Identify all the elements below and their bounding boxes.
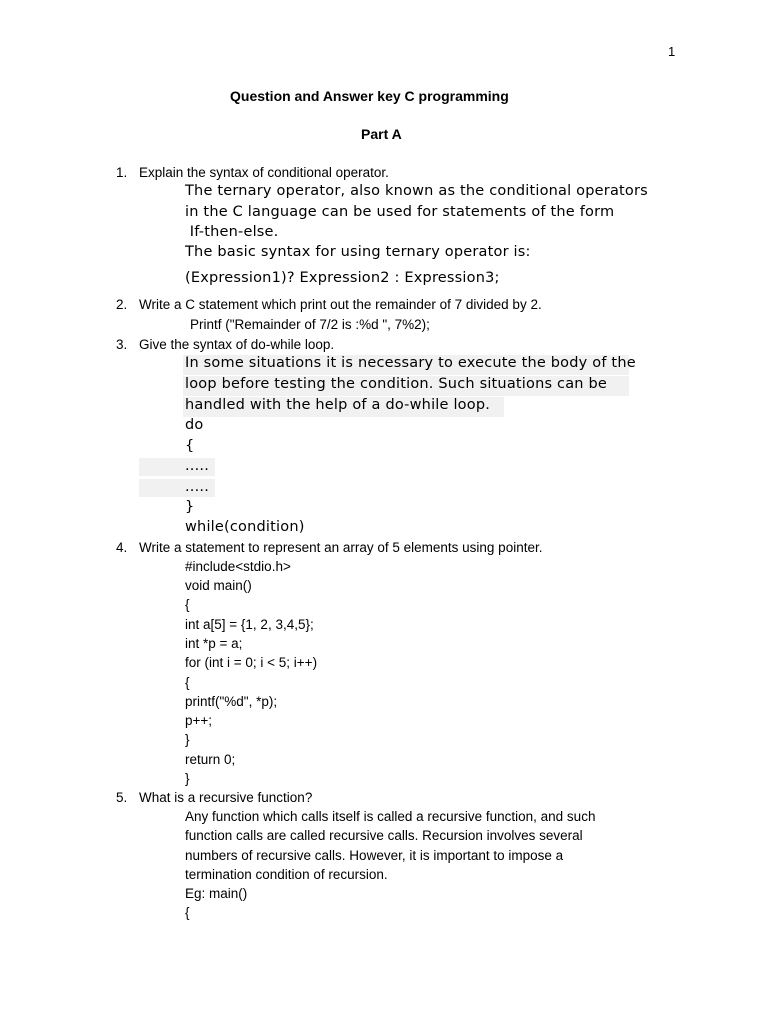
code-line: void main() <box>185 578 252 593</box>
answer-line: numbers of recursive calls. However, it is important to impose a <box>185 848 564 863</box>
document-title: Question and Answer key C programming <box>230 88 509 104</box>
answer-line: loop before testing the condition. Such situations can be <box>185 376 608 392</box>
code-line: p++; <box>185 713 213 728</box>
answer-line: (Expression1)? Expression2 : Expression3; <box>185 270 500 286</box>
answer-line: Any function which calls itself is called a recursive function, and such <box>185 809 596 824</box>
code-line: } <box>185 771 190 786</box>
code-line: { <box>185 905 190 920</box>
answer-line: handled with the help of a do-while loop. <box>185 397 491 413</box>
answer-line: If-then-else. <box>185 224 279 240</box>
code-line: #include<stdio.h> <box>185 559 291 574</box>
answer-line: In some situations it is necessary to execute the body of the <box>185 355 636 371</box>
part-heading: Part A <box>361 126 402 142</box>
answer-line: while(condition) <box>185 519 305 535</box>
code-line: int *p = a; <box>185 636 243 651</box>
code-line: printf("%d", *p); <box>185 694 278 709</box>
answer-line: Printf ("Remainder of 7/2 is :%d ", 7%2); <box>190 317 430 332</box>
answer-line: { <box>185 438 195 454</box>
code-line: { <box>185 675 190 690</box>
question-text: Explain the syntax of conditional operator. <box>139 165 389 180</box>
code-line: } <box>185 732 190 747</box>
code-line: int a[5] = {1, 2, 3,4,5}; <box>185 617 314 632</box>
code-line: { <box>185 597 190 612</box>
question-text: Write a statement to represent an array of 5 elements using pointer. <box>139 540 543 555</box>
answer-line: ..... <box>185 479 210 495</box>
answer-line: function calls are called recursive calls. Recursion involves several <box>185 828 583 843</box>
question-number: 5. <box>116 790 128 805</box>
question-text: What is a recursive function? <box>139 790 313 805</box>
answer-line: } <box>185 499 195 515</box>
answer-line: ..... <box>185 458 210 474</box>
question-text: Write a C statement which print out the remainder of 7 divided by 2. <box>139 297 542 312</box>
answer-line: termination condition of recursion. <box>185 867 388 882</box>
page-number: 1 <box>668 44 676 59</box>
question-number: 1. <box>116 165 128 180</box>
question-number: 3. <box>116 337 128 352</box>
question-number: 2. <box>116 297 128 312</box>
question-text: Give the syntax of do-while loop. <box>139 337 335 352</box>
answer-line: The basic syntax for using ternary operator is: <box>185 244 531 260</box>
code-line: Eg: main() <box>185 886 248 901</box>
answer-line: do <box>185 417 204 433</box>
question-number: 4. <box>116 540 128 555</box>
answer-line: in the C language can be used for statements of the form <box>185 204 615 220</box>
code-line: return 0; <box>185 752 236 767</box>
answer-line: The ternary operator, also known as the conditional operators <box>185 183 648 199</box>
code-line: for (int i = 0; i < 5; i++) <box>185 655 318 670</box>
